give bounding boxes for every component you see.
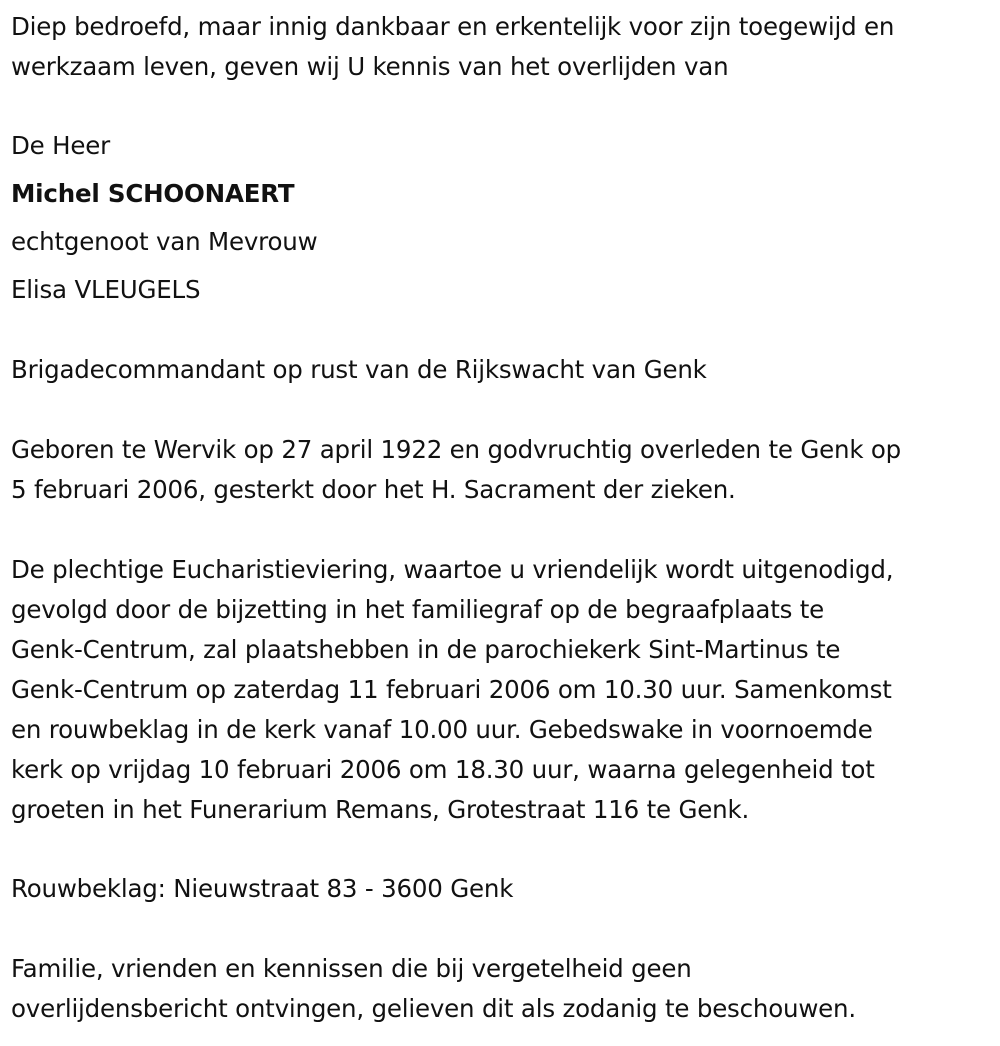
deceased-name: Michel SCHOONAERT	[11, 179, 295, 208]
spouse-prefix: echtgenoot van Mevrouw	[11, 227, 318, 256]
occupation: Brigadecommandant op rust van de Rijkswacht van Genk	[11, 355, 707, 384]
ceremony-line-3: Genk-Centrum, zal plaatshebben in de parochiekerk Sint-Martinus te	[11, 635, 841, 664]
ceremony-line-1: De plechtige Eucharistieviering, waartoe u vriendelijk wordt uitgenodigd,	[11, 555, 894, 584]
spouse-name: Elisa VLEUGELS	[11, 275, 201, 304]
intro-line-1: Diep bedroefd, maar innig dankbaar en erkentelijk voor zijn toegewijd en	[11, 12, 895, 41]
closing-line-2: overlijdensbericht ontvingen, gelieven dit als zodanig te beschouwen.	[11, 994, 856, 1023]
closing-line-1: Familie, vrienden en kennissen die bij vergetelheid geen	[11, 954, 692, 983]
salutation: De Heer	[11, 131, 110, 160]
ceremony-line-2: gevolgd door de bijzetting in het familiegraf op de begraafplaats te	[11, 595, 825, 624]
birth-death-line-2: 5 februari 2006, gesterkt door het H. Sacrament der zieken.	[11, 475, 736, 504]
birth-death-line-1: Geboren te Wervik op 27 april 1922 en godvruchtig overleden te Genk op	[11, 435, 902, 464]
condolence-address: Rouwbeklag: Nieuwstraat 83 - 3600 Genk	[11, 874, 514, 903]
ceremony-line-4: Genk-Centrum op zaterdag 11 februari 2006 om 10.30 uur. Samenkomst	[11, 675, 892, 704]
ceremony-line-7: groeten in het Funerarium Remans, Grotestraat 116 te Genk.	[11, 795, 750, 824]
ceremony-line-6: kerk op vrijdag 10 februari 2006 om 18.30 uur, waarna gelegenheid tot	[11, 755, 875, 784]
intro-line-2: werkzaam leven, geven wij U kennis van het overlijden van	[11, 52, 729, 81]
ceremony-line-5: en rouwbeklag in de kerk vanaf 10.00 uur. Gebedswake in voornoemde	[11, 715, 873, 744]
